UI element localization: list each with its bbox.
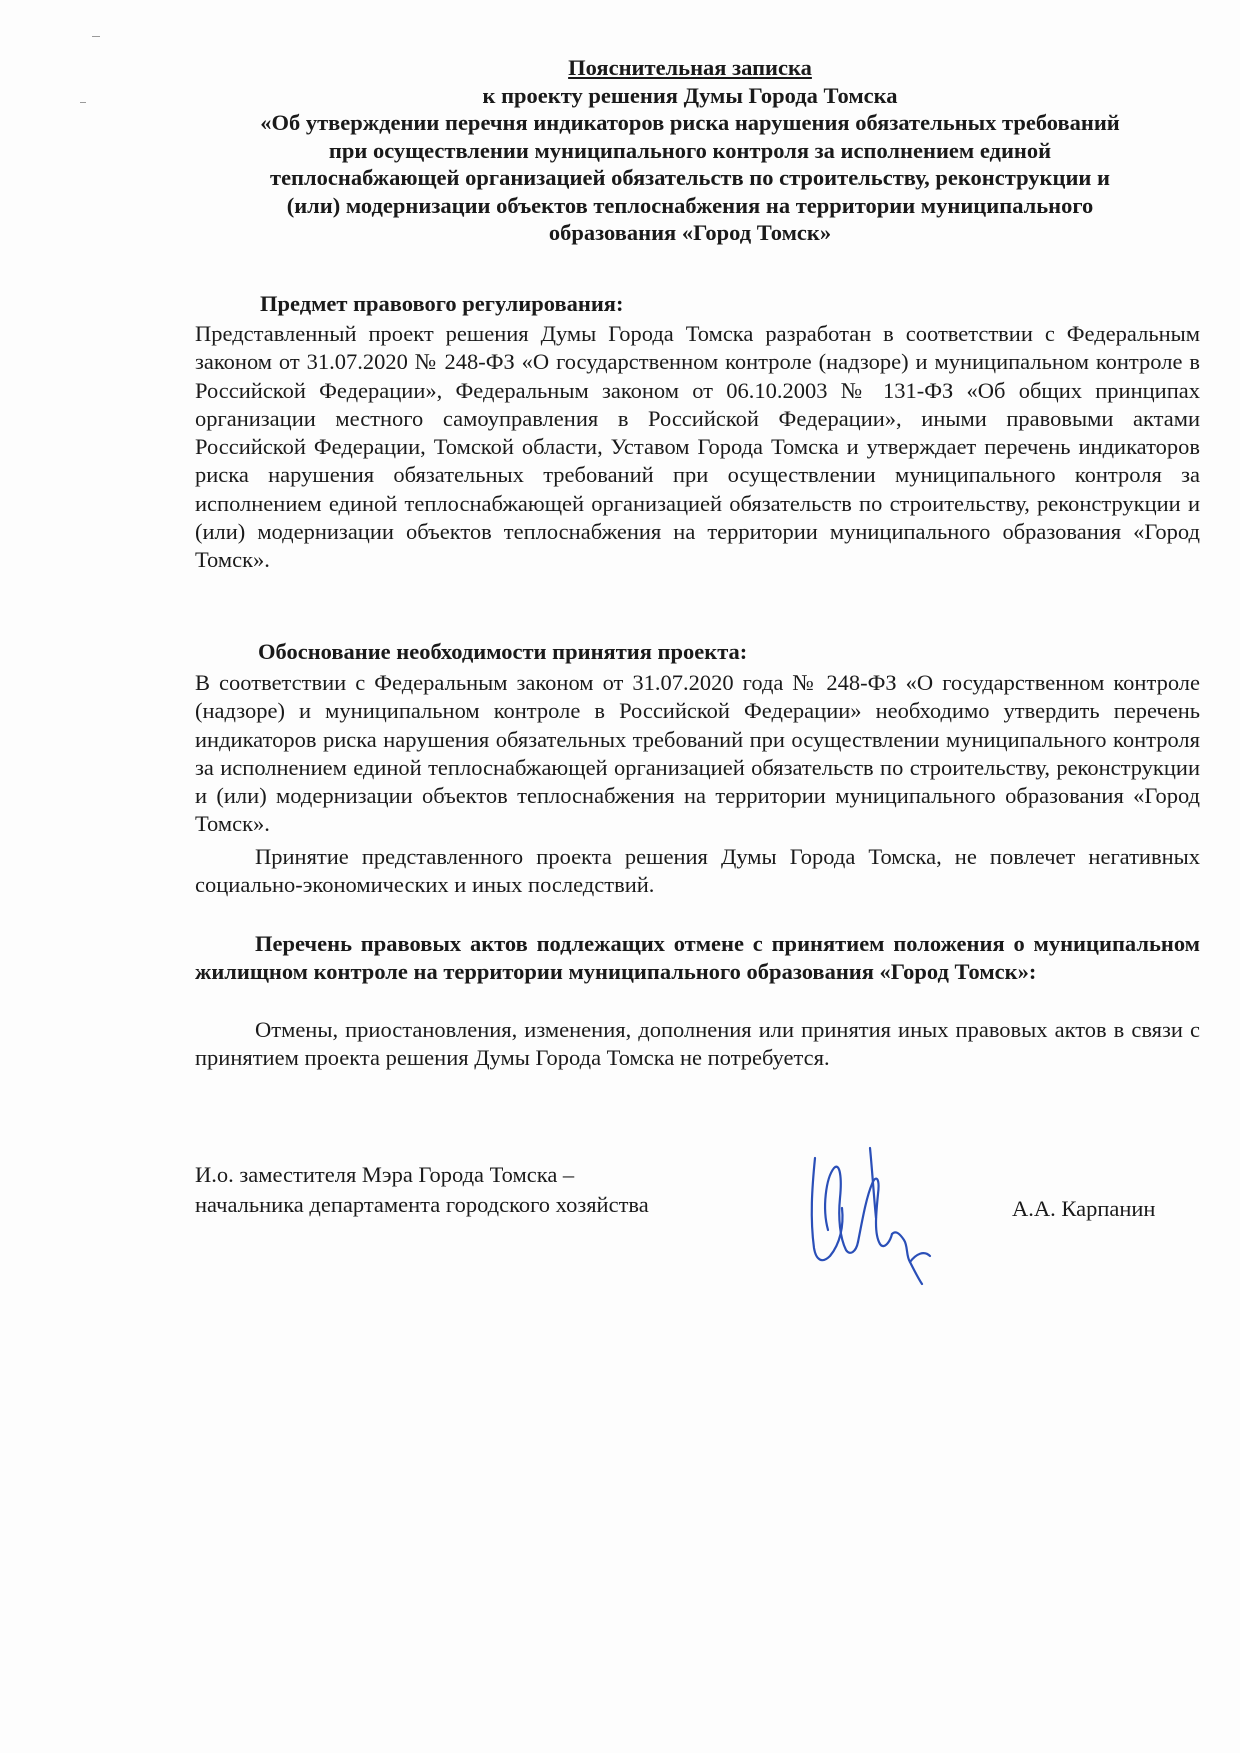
document-header xyxy=(190,54,1190,247)
repeal-heading: Перечень правовых актов подлежащих отмене с принятием положения о муниципальном жилищном контроле на территории муниципального образования «Город Томск»: xyxy=(195,931,1200,984)
header-line: теплоснабжающей организацией обязательств по строительству, реконструкции и xyxy=(270,165,1110,190)
signer-name: А.А. Карпанин xyxy=(1012,1196,1156,1221)
header-line: «Об утверждении перечня индикаторов риска нарушения обязательных требований xyxy=(260,110,1120,135)
scan-artifact xyxy=(92,36,100,37)
justification-paragraph: В соответствии с Федеральным законом от 31.07.2020 года № 248-ФЗ «О государственном контроле (надзоре) и муниципальном контроле в Российской Федерации» необходимо утвердить перечень индикаторов риска нарушения обязательных требований при осуществлении муниципального контроля за исполнением единой теплоснабжающей организацией обязательств по строительству, реконструкции и (или) модернизации объектов теплоснабжения на территории муниципального образования «Город Томск». xyxy=(195,670,1200,837)
repeal-paragraph: Отмены, приостановления, изменения, дополнения или принятия иных правовых актов в связи с принятием проекта решения Думы Города Томска не потребуется. xyxy=(195,1017,1200,1071)
scan-artifact xyxy=(80,102,86,103)
header-line: к проекту решения Думы Города Томска xyxy=(482,82,898,108)
justification-paragraph-2: Принятие представленного проекта решения Думы Города Томска, не повлечет негативных социально-экономических и иных последствий. xyxy=(195,844,1200,898)
handwritten-signature-icon xyxy=(800,1138,960,1288)
signer-role-line: начальника департамента городского хозяйства xyxy=(195,1192,649,1217)
header-line: образования «Город Томск» xyxy=(548,220,832,245)
justification-heading: Обоснование необходимости принятия проекта: xyxy=(258,639,748,664)
document-title: Пояснительная записка xyxy=(568,55,812,80)
header-line: (или) модернизации объектов теплоснабжения на территории муниципального xyxy=(286,192,1094,218)
signer-role xyxy=(195,1160,649,1220)
signer-role-line: И.о. заместителя Мэра Города Томска – xyxy=(195,1162,575,1187)
header-line: при осуществлении муниципального контроля за исполнением единой xyxy=(328,137,1052,163)
subject-heading: Предмет правового регулирования: xyxy=(260,291,624,316)
subject-paragraph: Представленный проект решения Думы Города Томска разработан в соответствии с Федеральным законом от 31.07.2020 № 248-ФЗ «О государственном контроле (надзоре) и муниципальном контроле в Российской Федерации», Федеральным законом от 06.10.2003 № 131-ФЗ «Об общих принципах организации местного самоуправления в Российской Федерации», иными правовыми актами Российской Федерации, Томской области, Уставом Города Томска и утверждает перечень индикаторов риска нарушения обязательных требований при осуществлении муниципального контроля за исполнением единой теплоснабжающей организацией обязательств по строительству, реконструкции и (или) модернизации объектов теплоснабжения на территории муниципального образования «Город Томск». xyxy=(195,321,1200,573)
